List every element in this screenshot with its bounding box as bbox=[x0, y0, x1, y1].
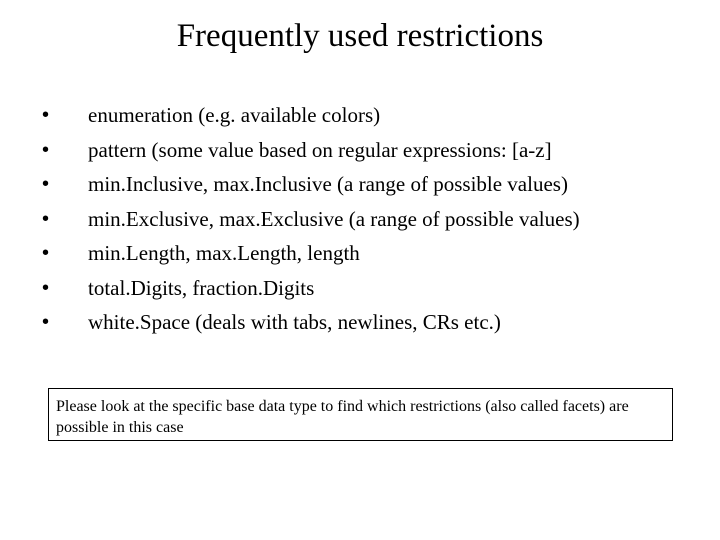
list-item bbox=[42, 98, 702, 133]
bullet-text: total.Digits, fraction.Digits bbox=[88, 275, 315, 300]
restrictions-list bbox=[42, 98, 702, 340]
bullet-text: white.Space (deals with tabs, newlines, CRs etc.) bbox=[88, 310, 501, 334]
bullet-text: min.Length, max.Length, length bbox=[88, 241, 360, 265]
bullet-icon: • bbox=[42, 138, 50, 161]
bullet-text: min.Inclusive, max.Inclusive (a range of possible values) bbox=[88, 172, 568, 196]
note-box: Please look at the specific base data type to find which restrictions (also called facets) are possible in this case bbox=[48, 388, 673, 441]
list-item bbox=[42, 167, 702, 202]
list-item bbox=[42, 133, 702, 168]
bullet-icon: • bbox=[42, 311, 50, 333]
bullet-icon: • bbox=[42, 242, 50, 264]
bullet-icon: • bbox=[42, 276, 50, 299]
slide-title: Frequently used restrictions bbox=[176, 18, 544, 54]
list-item bbox=[42, 271, 702, 306]
bullet-text: min.Exclusive, max.Exclusive (a range of possible values) bbox=[88, 206, 580, 231]
bullet-icon: • bbox=[42, 104, 50, 126]
bullet-text: enumeration (e.g. available colors) bbox=[88, 103, 381, 127]
bullet-icon: • bbox=[42, 173, 50, 195]
list-item bbox=[42, 305, 702, 340]
bullet-text: pattern (some value based on regular expressions: [a-z] bbox=[88, 137, 552, 162]
list-item bbox=[42, 236, 702, 271]
bullet-icon: • bbox=[42, 207, 50, 230]
list-item bbox=[42, 202, 702, 237]
